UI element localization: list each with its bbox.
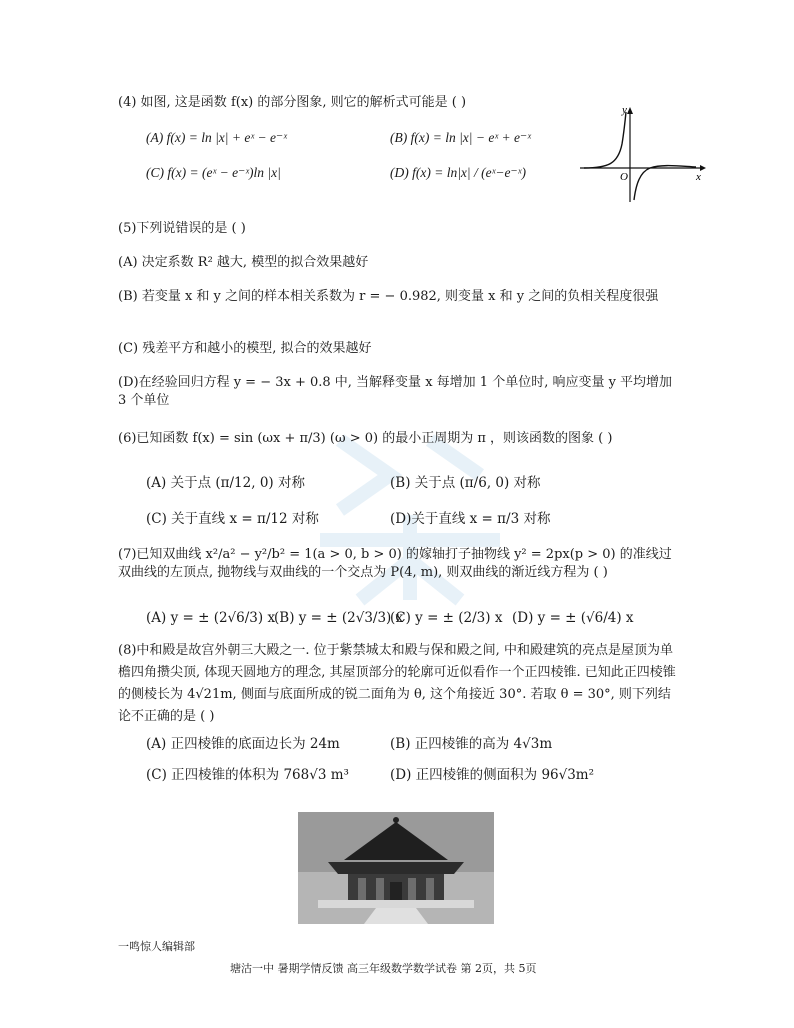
q4-option-a: (A) f(x) = ln |x| + eˣ − e⁻ˣ — [146, 130, 287, 145]
q4-option-b: (B) f(x) = ln |x| − eˣ + e⁻ˣ — [390, 130, 531, 145]
q6-option-c: (C) 关于直线 x = π/12 对称 — [146, 511, 319, 527]
q5-stem: (5)下列说错误的是 ( ) — [118, 221, 246, 236]
q8-stem: (8)中和殿是故宫外朝三大殿之一. 位于紫禁城太和殿与保和殿之间, 中和殿建筑的亮点是屋顶为单檐四角攒尖顶, 体现天圆地方的理念, 其屋顶部分的轮廓可近似看作一个正四棱锥. 已知此正四棱锥的侧棱长为 4√21m, 侧面与底面所成的锐二面角为 θ, 这个角接近 30°. 若取 θ = 30°, 则下列结论不正确的是 ( ) — [118, 643, 676, 724]
q8-option-c: (C) 正四棱锥的体积为 768√3 m³ — [146, 767, 349, 783]
q4-option-c: (C) f(x) = (eˣ − e⁻ˣ)ln |x| — [146, 165, 281, 180]
q5-option-a: (A) 决定系数 R² 越大, 模型的拟合效果越好 — [118, 255, 369, 270]
q6-option-d: (D)关于直线 x = π/3 对称 — [390, 511, 551, 527]
q6-option-b: (B) 关于点 (π/6, 0) 对称 — [390, 475, 541, 491]
q7-option-d: (D) y = ± (√6/4) x — [512, 610, 634, 626]
q5-option-d: (D)在经验回归方程 y = − 3x + 0.8 中, 当解释变量 x 每增加 1 个单位时, 响应变量 y 平均增加 3 个单位 — [118, 375, 673, 408]
graph-curve-right — [634, 166, 696, 200]
q8-option-a: (A) 正四棱锥的底面边长为 24m — [146, 736, 340, 752]
x-axis-label: x — [696, 171, 701, 183]
q4-option-d: (D) f(x) = ln|x| / (eˣ−e⁻ˣ) — [390, 165, 526, 180]
y-axis-label: y — [622, 104, 627, 116]
q8-option-b: (B) 正四棱锥的高为 4√3m — [390, 736, 553, 752]
q4-stem: (4) 如图, 这是函数 f(x) 的部分图象, 则它的解析式可能是 ( ) — [118, 95, 467, 110]
q7-option-b: (B) y = ± (2√3/3) x — [274, 610, 404, 626]
q7-option-c: (C) y = ± (2/3) x — [390, 610, 503, 626]
zhonghe-hall-photo — [298, 812, 494, 924]
graph-curve-left — [584, 112, 626, 168]
q7-stem: (7)已知双曲线 x²/a² − y²/b² = 1(a > 0, b > 0) 的嫁轴打子抽物线 y² = 2px(p > 0) 的准线过双曲线的左顶点, 抛物线与双曲线的一个交点为 P(4, m), 则双曲线的渐近线方程为 ( ) — [118, 547, 672, 580]
q8-option-d: (D) 正四棱锥的侧面积为 96√3m² — [390, 767, 595, 783]
q6-stem: (6)已知函数 f(x) = sin (ωx + π/3) (ω > 0) 的最小正周期为 π ，则该函数的图象 ( ) — [118, 431, 613, 446]
origin-label: O — [620, 171, 628, 183]
editor-note: 一鸣惊人编辑部 — [118, 940, 195, 953]
q5-option-b: (B) 若变量 x 和 y 之间的样本相关系数为 r = − 0.982, 则变量 x 和 y 之间的负相关程度很强 — [118, 289, 659, 304]
page-footer: 塘沽一中 暑期学情反馈 高三年级数学数学试卷 第 2页，共 5页 — [230, 962, 537, 975]
q7-option-a: (A) y = ± (2√6/3) x — [146, 610, 276, 626]
q4-function-graph — [578, 104, 706, 204]
q6-option-a: (A) 关于点 (π/12, 0) 对称 — [146, 475, 305, 491]
q5-option-c: (C) 残差平方和越小的模型, 拟合的效果越好 — [118, 341, 372, 356]
